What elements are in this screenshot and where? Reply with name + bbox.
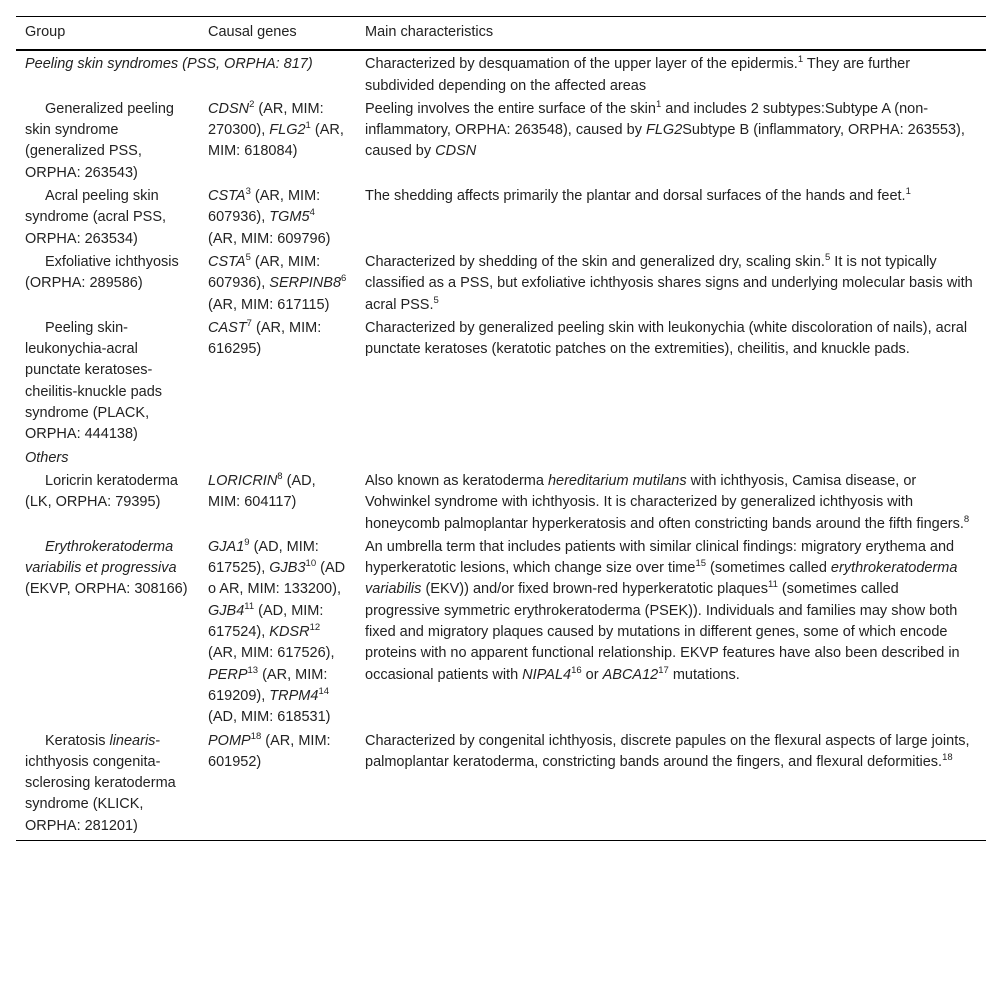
group-cell [16,536,199,730]
text-segment: or [581,666,603,683]
causal-genes-cell [199,98,356,185]
text-segment: ABCA12 [602,666,659,683]
text-segment: FLG2 [646,122,683,139]
text-segment: and includes 2 subtypes:Subtype A (non-inflammatory, ORPHA: 263548), caused by [365,100,929,139]
reference-superscript: 9 [244,537,250,548]
text-segment: Peeling skin syndromes (PSS, ORPHA: 817) [25,56,313,73]
text-segment: PERP [208,666,248,683]
text-segment: (AR, MIM: 616295) [208,319,322,358]
text-segment: (AR, MIM: 617526), [208,645,335,662]
text-segment: CDSN [435,143,477,160]
main-characteristics-cell [356,447,986,470]
reference-superscript: 2 [249,99,255,111]
text-segment: (AD o AR, MIM: 133200), [208,560,346,598]
reference-superscript: 6 [341,273,347,285]
reference-superscript: 16 [571,664,582,676]
text-segment: Generalized peeling skin syndrome (generalized PSS, ORPHA: 263543) [25,100,174,181]
section-row [16,50,986,98]
text-segment: (AD, MIM: 617524), [208,602,324,641]
reference-superscript: 1 [305,120,311,132]
table-row [16,317,986,447]
text-segment: GJB4 [208,602,245,619]
text-segment: -ichthyosis congenita-sclerosing keratoderma syndrome (KLICK, ORPHA: 281201) [25,732,176,834]
reference-superscript: 15 [695,558,707,570]
text-segment: hereditarium mutilans [547,472,687,489]
main-characteristics-cell [356,536,986,730]
text-segment: Characterized by generalized peeling skin with leukonychia (white discoloration of nails), acral punctate keratoses (keratotic patches on the extremities), cheilitis, and knuckle pads. [365,319,968,358]
causal-genes-cell [199,536,356,730]
text-segment: Also known as keratoderma [365,472,548,489]
text-segment: Characterized by desquamation of the upper layer of the epidermis. [365,56,798,73]
table-row [16,98,986,185]
text-segment: (EKVP, ORPHA: 308166) [25,581,188,598]
text-segment: mutations. [668,666,740,683]
text-segment: CDSN [208,100,250,117]
group-cell [16,470,199,536]
text-segment: (AR, MIM: 270300), [208,100,324,139]
text-segment: erythrokeratoderma variabilis [365,560,958,598]
text-segment: Peeling involves the entire surface of the skin [365,100,656,117]
main-characteristics-cell [356,317,986,447]
text-segment: KDSR [269,624,310,641]
reference-superscript: 5 [433,294,439,306]
text-segment: (AR, MIM: 607936), [208,188,321,226]
reference-superscript: 8 [277,471,283,483]
group-cell [16,185,199,251]
main-characteristics-cell [356,730,986,841]
text-segment: Characterized by congenital ichthyosis, discrete papules on the flexural aspects of large joints, palmoplantar keratoderma, constricting bands around the fingers, and flexural deformities. [365,732,970,770]
text-segment: Others [25,449,69,466]
reference-superscript: 1 [797,54,804,66]
text-segment: SERPINB8 [269,275,342,292]
text-segment: (sometimes called progressive symmetric erythrokeratoderma (PSEK)). Individuals and families may show both fixed and migratory plaques caused by mutations in different genes, some of which encode proteins with no apparent functional relationship. EKVP features have also been described in occasional patients with [365,581,960,683]
text-segment: Peeling skin-leukonychia-acral punctate keratoses-cheilitis-knuckle pads syndrome (PLACK, ORPHA: 444138) [25,319,163,443]
text-segment: POMP [208,732,251,749]
column-header-causal-genes: Causal genes [208,24,297,40]
reference-superscript: 1 [655,99,662,111]
table-body [16,50,986,840]
causal-genes-cell [199,730,356,841]
text-segment: LORICRIN [208,472,278,489]
text-segment: CSTA [208,188,246,205]
text-segment: Exfoliative ichthyosis (ORPHA: 289586) [25,253,179,292]
reference-superscript: 17 [658,664,669,676]
text-segment: (EKV)) and/or fixed brown-red hyperkeratotic plaques [421,581,768,598]
reference-superscript: 10 [305,558,317,570]
reference-superscript: 12 [309,622,321,634]
table-row [16,251,986,317]
text-segment: CSTA [208,253,246,270]
reference-superscript: 8 [963,513,970,525]
reference-superscript: 14 [318,686,330,698]
main-characteristics-cell [356,470,986,536]
text-segment: linearis [109,732,156,749]
text-segment: TGM5 [269,209,310,226]
text-segment: Keratosis [45,732,110,749]
table-row [16,185,986,251]
text-segment: (sometimes called [706,560,831,577]
text-segment: Erythrokeratoderma variabilis et progressiva [25,538,177,577]
reference-superscript: 5 [824,252,831,264]
text-segment: with ichthyosis, Camisa disease, or Vohwinkel syndrome with ichthyosis. It is characterized by generalized ichthyosis with honeycomb palmoplantar hyperkeratosis and often constricting bands around the fifth fingers. [365,472,964,532]
text-segment: (AD, MIM: 617525), [208,538,319,577]
reference-superscript: 18 [942,751,953,763]
section-row [16,447,986,470]
causal-genes-cell [199,251,356,317]
causal-genes-cell [199,317,356,447]
group-cell [16,317,199,447]
text-segment: GJB3 [269,560,306,577]
reference-superscript: 18 [250,730,262,742]
group-cell [16,730,199,841]
text-segment: (AR, MIM: 619209), [208,666,328,704]
text-segment: (AR, MIM: 601952) [208,732,331,770]
text-segment: (AR, MIM: 617115) [208,296,330,313]
group-cell [16,98,199,185]
reference-superscript: 4 [309,207,315,219]
main-characteristics-cell [356,185,986,251]
text-segment: (AR, MIM: 618084) [208,122,344,160]
column-header-main-characteristics: Main characteristics [365,24,494,40]
text-segment: GJA1 [208,538,245,555]
text-segment: They are further subdivided depending on the affected areas [365,56,911,94]
text-segment: An umbrella term that includes patients with similar clinical findings: migratory erythema and hyperkeratotic lesions, which change size over time [365,538,955,577]
reference-superscript: 5 [245,252,251,264]
section-title [16,447,356,470]
text-segment: NIPAL4 [522,666,572,683]
table-row [16,470,986,536]
column-header-group: Group [25,24,66,40]
text-segment: Acral peeling skin syndrome (acral PSS, ORPHA: 263534) [25,188,167,247]
text-segment: TRPM4 [269,687,319,704]
main-characteristics-cell [356,251,986,317]
causal-genes-cell [199,470,356,536]
table-row [16,536,986,730]
text-segment: Subtype B (inflammatory, ORPHA: 263553), caused by [365,122,965,160]
text-segment: (AD, MIM: 618531) [208,709,331,726]
section-title [16,50,356,98]
table-row [16,730,986,841]
disease-table [16,16,986,841]
reference-superscript: 11 [244,600,255,612]
text-segment: Loricrin keratoderma (LK, ORPHA: 79395) [25,472,178,511]
reference-superscript: 13 [247,664,259,676]
group-cell [16,251,199,317]
main-characteristics-cell [356,50,986,98]
main-characteristics-cell [356,98,986,185]
reference-superscript: 11 [767,579,778,591]
text-segment: (AR, MIM: 609796) [208,230,331,247]
text-segment: Characterized by shedding of the skin and generalized dry, scaling skin. [365,253,825,270]
reference-superscript: 7 [246,318,252,330]
table-header-row [16,17,986,51]
text-segment: CAST [208,319,247,336]
text-segment: FLG2 [269,122,306,139]
reference-superscript: 3 [245,186,251,198]
text-segment: (AD, MIM: 604117) [208,472,316,511]
text-segment: (AR, MIM: 607936), [208,253,321,292]
reference-superscript: 1 [905,186,911,198]
causal-genes-cell [199,185,356,251]
text-segment: It is not typically classified as a PSS, but exfoliative ichthyosis shares signs and underlying molecular basis with acral PSS. [365,253,973,313]
text-segment: The shedding affects primarily the plantar and dorsal surfaces of the hands and feet. [365,188,906,205]
